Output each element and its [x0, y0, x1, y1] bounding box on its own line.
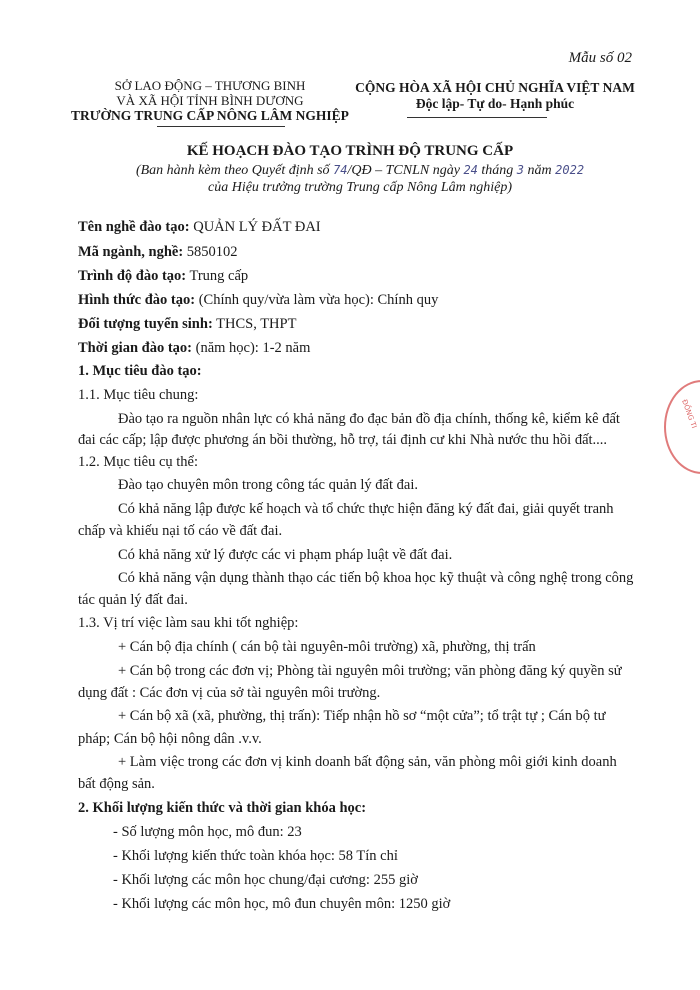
subtitle-part3: tháng [481, 163, 514, 178]
agency-underline [157, 126, 285, 127]
s2-item-specialized-hours: - Khối lượng các môn học, mô đun chuyên môn: 1250 giờ [113, 896, 451, 912]
s13-item-c-line1: + Cán bộ xã (xã, phường, thị trấn): Tiếp nhận hồ sơ “một cửa”; tổ trật tự ; Cán bộ tư [118, 708, 606, 724]
section1-heading: 1. Mục tiêu đào tạo: [78, 363, 202, 379]
info-program-code [78, 244, 238, 261]
s12-item-d-line1: Có khả năng vận dụng thành thạo các tiến bộ khoa học kỹ thuật và công nghệ trong công [118, 570, 634, 586]
agency-line-1: SỞ LAO ĐỘNG – THƯƠNG BINH [114, 78, 306, 93]
info-value: QUẢN LÝ ĐẤT ĐAI [189, 219, 321, 235]
national-name: CỘNG HÒA XÃ HỘI CHỦ NGHĨA VIỆT NAM [355, 80, 635, 95]
info-label: Mã ngành, nghề: [78, 244, 184, 260]
subtitle-part4: năm [527, 163, 552, 178]
s13-item-a: + Cán bộ địa chính ( cán bộ tài nguyên-môi trường) xã, phường, thị trấn [118, 639, 536, 655]
section1-2-heading: 1.2. Mục tiêu cụ thể: [78, 454, 199, 470]
s12-item-d-line2: tác quản lý đất đai. [78, 592, 188, 608]
school-name: TRƯỜNG TRUNG CẤP NÔNG LÂM NGHIỆP [71, 108, 349, 123]
subtitle-part2: /QĐ – TCNLN ngày [347, 163, 460, 178]
document-title: KẾ HOẠCH ĐÀO TẠO TRÌNH ĐỘ TRUNG CẤP [186, 143, 514, 159]
info-value: (năm học): 1-2 năm [191, 340, 311, 356]
issuing-agency-header [70, 78, 350, 123]
s12-item-c: Có khả năng xử lý được các vi phạm pháp luật về đất đai. [118, 547, 453, 563]
decision-day: 24 [463, 163, 478, 177]
stamp-seal [664, 380, 700, 474]
motto-underline [407, 117, 547, 118]
info-duration [78, 340, 310, 357]
section2-heading: 2. Khối lượng kiến thức và thời gian khóa học: [78, 800, 367, 816]
info-label: Đối tượng tuyển sinh: [78, 316, 213, 332]
subtitle-line2: của Hiệu trưởng trường Trung cấp Nông Lâm nghiệp) [208, 180, 512, 195]
section1-3-heading: 1.3. Vị trí việc làm sau khi tốt nghiệp: [78, 615, 299, 631]
decision-number: 74 [333, 163, 348, 177]
s13-item-d-line1: + Làm việc trong các đơn vị kinh doanh bất động sản, văn phòng môi giới kinh doanh [118, 754, 617, 770]
s12-item-b-line1: Có khả năng lập được kế hoạch và tổ chức thực hiện đăng ký đất đai, giải quyết tranh [118, 501, 614, 517]
s13-item-c-line2: pháp; Cán bộ hội nông dân .v.v. [78, 731, 262, 747]
s13-item-b-line1: + Cán bộ trong các đơn vị; Phòng tài nguyên môi trường; văn phòng đăng ký quyền sử [118, 663, 622, 679]
s13-item-b-line2: dụng đất : Các đơn vị của sở tài nguyên môi trường. [78, 685, 381, 701]
s11-paragraph-line2: đai các cấp; lập được phương án bồi thường, hỗ trợ, tái định cư khi Nhà nước thu hồi đất.... [78, 432, 608, 448]
agency-line-2: VÀ XÃ HỘI TỈNH BÌNH DƯƠNG [116, 93, 304, 108]
info-label: Thời gian đào tạo: [78, 340, 192, 356]
stamp-text: ĐỒNG TI [680, 398, 699, 430]
info-target [78, 316, 296, 333]
decision-year: 2022 [555, 163, 585, 177]
subtitle-part1: (Ban hành kèm theo Quyết định số [135, 163, 330, 178]
decision-month: 3 [516, 163, 525, 177]
info-label: Tên nghề đào tạo: [78, 219, 190, 235]
s12-item-b-line2: chấp và khiếu nại tố cáo về đất đai. [78, 523, 283, 539]
info-value: (Chính quy/vừa làm vừa học): Chính quy [195, 292, 439, 308]
s2-item-credits: - Khối lượng kiến thức toàn khóa học: 58 Tín chỉ [113, 848, 398, 864]
info-label: Hình thức đào tạo: [78, 292, 196, 308]
s12-item-a: Đào tạo chuyên môn trong công tác quản lý đất đai. [118, 477, 418, 493]
s13-item-d-line2: bất động sản. [78, 776, 155, 792]
info-mode [78, 292, 438, 309]
national-motto: Độc lập- Tự do- Hạnh phúc [415, 96, 575, 111]
document-subtitle [100, 162, 620, 196]
national-header [355, 80, 635, 112]
s2-item-modules: - Số lượng môn học, mô đun: 23 [113, 824, 302, 840]
s2-item-general-hours: - Khối lượng các môn học chung/đại cương: 255 giờ [113, 872, 418, 888]
info-program-name [78, 219, 321, 236]
info-level [78, 268, 248, 285]
s11-paragraph-line1: Đào tạo ra nguồn nhân lực có khả năng đo đạc bản đồ địa chính, thống kê, kiểm kê đất [118, 411, 620, 427]
info-value: 5850102 [183, 244, 238, 260]
section1-1-heading: 1.1. Mục tiêu chung: [78, 387, 199, 403]
info-label: Trình độ đào tạo: [78, 268, 187, 284]
info-value: Trung cấp [186, 268, 249, 284]
info-value: THCS, THPT [212, 316, 297, 332]
form-number: Mẫu số 02 [568, 50, 632, 66]
